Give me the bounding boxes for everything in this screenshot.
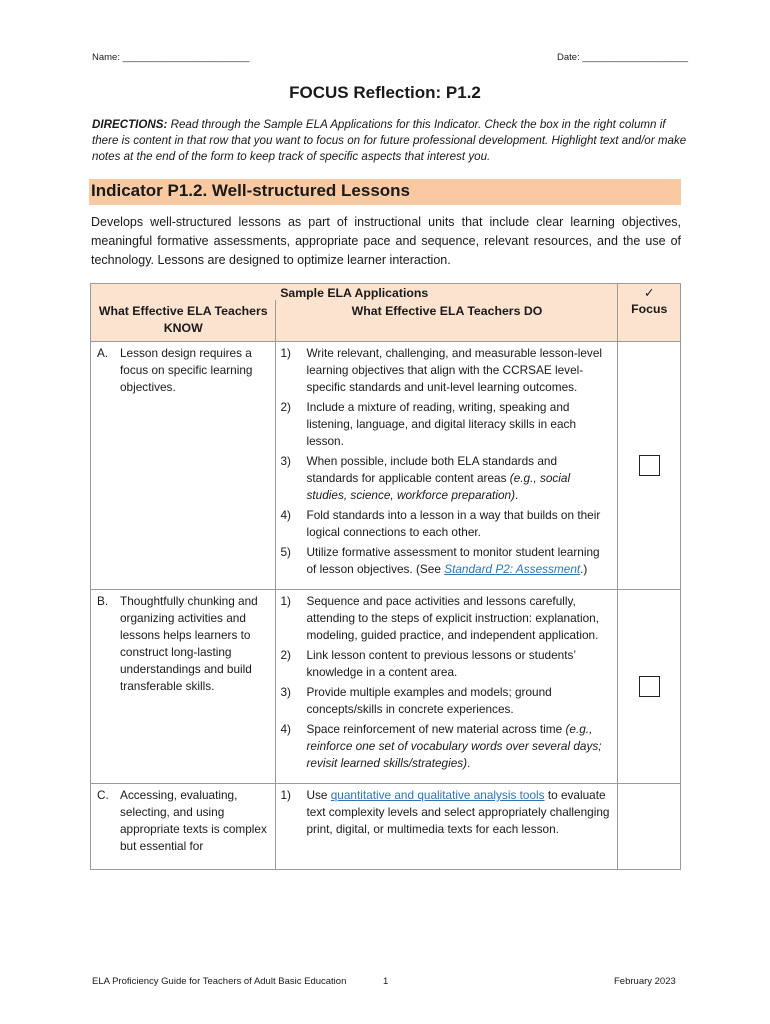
item-number: 1) xyxy=(280,788,291,802)
item-text: When possible, include both ELA standards and standards for applicable content areas xyxy=(306,454,558,485)
directions-label: DIRECTIONS: xyxy=(92,118,168,131)
name-field-label: Name: ________________________ xyxy=(92,52,250,63)
applications-table xyxy=(90,283,681,870)
standard-p2-link[interactable]: Standard P2: Assessment xyxy=(444,562,581,576)
item-punct: . xyxy=(467,756,471,770)
item-number: 1) xyxy=(280,594,291,608)
item-text: Write relevant, challenging, and measurable lesson-level learning objectives that align with the CCRSAE level-specific standards and unit-level learning outcomes. xyxy=(306,346,603,394)
item-example: (e.g., social studies, science, workforce preparation) xyxy=(306,471,571,502)
focus-header xyxy=(618,284,681,342)
do-cell xyxy=(276,784,618,870)
know-cell xyxy=(91,784,276,870)
date-field-label: Date: ____________________ xyxy=(557,52,689,63)
item-number: 1) xyxy=(280,346,291,360)
list-item xyxy=(280,399,609,450)
row-letter: C. xyxy=(97,788,109,802)
item-number: 4) xyxy=(280,508,291,522)
item-example: (e.g., reinforce one set of vocabulary words over several days; revisit learned skills/strategies) xyxy=(306,722,602,770)
know-text: Accessing, evaluating, selecting, and using appropriate texts is complex but essential for xyxy=(120,788,267,853)
checkmark-icon: ✓ xyxy=(644,286,655,300)
indicator-title: Indicator P1.2. Well-structured Lessons xyxy=(91,181,410,200)
item-text: Utilize formative assessment to monitor student learning of lesson objectives. (See xyxy=(306,545,600,576)
focus-cell xyxy=(618,342,681,590)
directions xyxy=(92,117,692,165)
page-number: 1 xyxy=(383,976,389,987)
focus-checkbox-a[interactable] xyxy=(639,455,660,476)
item-number: 2) xyxy=(280,648,291,662)
row-letter: B. xyxy=(97,594,109,608)
list-item xyxy=(280,544,609,578)
indicator-description: Develops well-structured lessons as part of instructional units that include clear learning objectives, meaningful formative assessments, appropriate pace and sequence, relevant resources, and the use of technology. Lessons are designed to optimize learner interaction. xyxy=(91,215,681,267)
item-number: 3) xyxy=(280,454,291,468)
item-number: 3) xyxy=(280,685,291,699)
table-row xyxy=(91,342,681,590)
item-text: Include a mixture of reading, writing, speaking and listening, language, and digital literacy skills in each lesson. xyxy=(306,400,577,448)
do-cell xyxy=(276,342,618,590)
item-number: 4) xyxy=(280,722,291,736)
focus-header-label: Focus xyxy=(631,302,668,316)
item-number: 2) xyxy=(280,400,291,414)
footer-guide-title: ELA Proficiency Guide for Teachers of Adult Basic Education xyxy=(92,976,347,987)
list-item xyxy=(280,787,609,838)
row-letter: A. xyxy=(97,346,109,360)
item-number: 5) xyxy=(280,545,291,559)
list-item xyxy=(280,647,609,681)
list-item xyxy=(280,507,609,541)
know-column-header: What Effective ELA Teachers KNOW xyxy=(91,300,276,342)
item-text: Provide multiple examples and models; ground concepts/skills in concrete experiences. xyxy=(306,685,552,716)
know-cell xyxy=(91,342,276,590)
analysis-tools-link[interactable]: quantitative and qualitative analysis tools xyxy=(330,788,545,802)
item-text: Fold standards into a lesson in a way that builds on their logical connections to each other. xyxy=(306,508,601,539)
item-punct: .) xyxy=(580,562,588,576)
do-column-header: What Effective ELA Teachers DO xyxy=(276,300,618,342)
directions-text: Read through the Sample ELA Applications for this Indicator. Check the box in the right column if there is content in that row that you want to focus on for future professional development. Highlight text and/or make notes at the end of the form to keep track of specific aspects that interest you. xyxy=(92,118,687,163)
focus-cell xyxy=(618,784,681,870)
know-text: Lesson design requires a focus on specific learning objectives. xyxy=(120,346,253,394)
item-text: Sequence and pace activities and lessons carefully, attending to the steps of explicit instruction: explanation, modeling, guided practice, and independent application. xyxy=(306,594,599,642)
list-item xyxy=(280,721,609,772)
list-item xyxy=(280,684,609,718)
item-text: Space reinforcement of new material across time xyxy=(306,722,566,736)
focus-cell xyxy=(618,590,681,784)
list-item xyxy=(280,593,609,644)
list-item xyxy=(280,453,609,504)
item-text: Use xyxy=(306,788,331,802)
do-cell xyxy=(276,590,618,784)
list-item xyxy=(280,345,609,396)
footer-date: February 2023 xyxy=(614,976,676,987)
table-row xyxy=(91,590,681,784)
know-cell xyxy=(91,590,276,784)
focus-checkbox-b[interactable] xyxy=(639,676,660,697)
table-row xyxy=(91,784,681,870)
item-text: Link lesson content to previous lessons or students’ knowledge in a content area. xyxy=(306,648,576,679)
know-text: Thoughtfully chunking and organizing activities and lessons helps learners to construct long-lasting understandings and build transferable skills. xyxy=(120,594,258,693)
item-punct: . xyxy=(515,488,519,502)
page-title: FOCUS Reflection: P1.2 xyxy=(289,83,481,102)
item-text: to evaluate text complexity levels and select appropriately challenging print, digital, or multimedia texts for each lesson. xyxy=(306,788,610,836)
table-caption: Sample ELA Applications xyxy=(91,284,618,301)
